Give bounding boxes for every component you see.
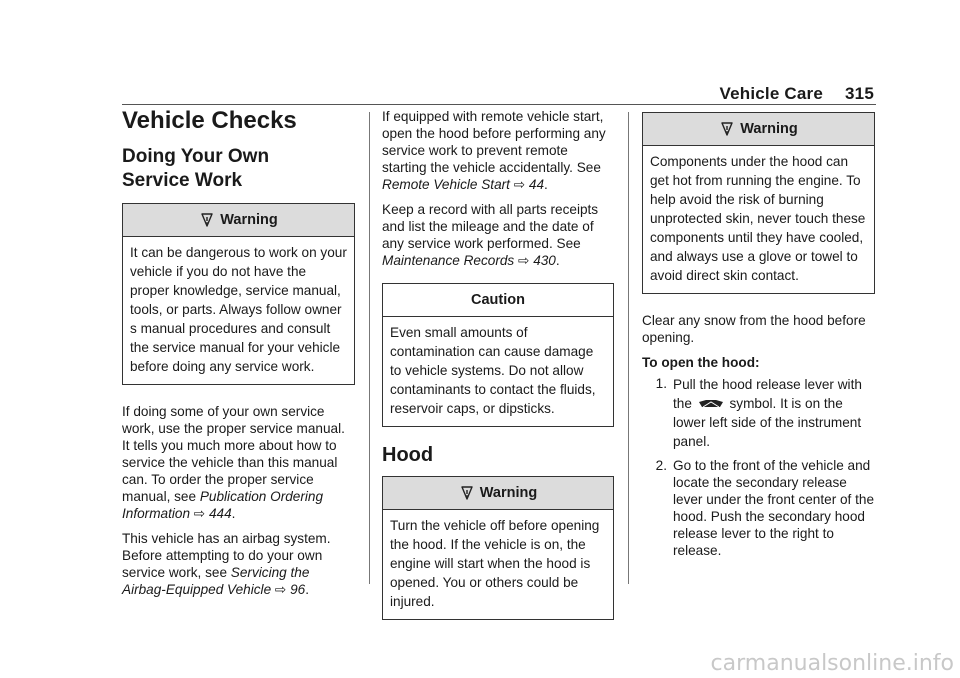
page-ref-arrow-icon: ⇨ <box>518 253 530 268</box>
caution-header <box>383 284 613 317</box>
paragraph-text: This vehicle has an airbag system. Before attempting to do your own service work, see <box>122 531 331 580</box>
warning-triangle-icon <box>719 121 735 137</box>
step-number: 1. <box>655 376 667 391</box>
paragraph: If doing some of your own service work, use the proper service manual. It tells you much more about how to service the vehicle than this manual can. To order the proper service manual, see Publication Ordering Information ⇨ 444. <box>122 404 345 521</box>
warning-box <box>642 112 875 294</box>
page-reference-link[interactable]: 444 <box>208 506 232 521</box>
page-title: Vehicle Checks <box>122 107 297 134</box>
list-item <box>642 375 875 451</box>
paragraph: If equipped with remote vehicle start, open the hood before performing any service work to prevent remote starting the vehicle accidentally. See Remote Vehicle Start ⇨ 44. <box>382 109 606 192</box>
section-heading-line-2: Service Work <box>122 170 243 191</box>
warning-header <box>643 113 874 146</box>
step-text <box>673 375 875 451</box>
paragraph-text: If doing some of your own service work, use the proper service manual. It tells you much more about how to service the vehicle than this manual can. To order the proper service manual, see <box>122 404 345 504</box>
column-2 <box>382 108 614 638</box>
warning-body: Turn the vehicle off before opening the hood. If the vehicle is on, the engine will start when the hood is opened. You or others could be injured. <box>390 518 600 609</box>
caution-body: Even small amounts of contamination can cause damage to vehicle systems. Do not allow contaminants to contact the fluids, reservoir caps, or dipsticks. <box>390 325 596 416</box>
warning-body: Components under the hood can get hot from running the engine. To help avoid the risk of burning unprotected skin, never touch these components until they have cooled, and always use a glove or towel to avoid direct skin contact. <box>650 154 866 283</box>
warning-title: Warning <box>740 120 798 137</box>
column-3 <box>642 108 875 565</box>
section-heading <box>122 145 355 193</box>
cross-reference-link[interactable]: Remote Vehicle Start <box>382 177 510 192</box>
step-text-part: Pull the hood release lever with the <box>673 377 862 411</box>
step-text: Go to the front of the vehicle and locate the secondary release lever under the front center of the hood. Push the secondary hood release lever to the right to release. <box>673 458 875 558</box>
hood-heading: Hood <box>382 444 434 466</box>
cross-reference-link[interactable]: Servicing the Airbag-Equipped Vehicle <box>122 565 310 597</box>
warning-triangle-icon <box>199 212 215 228</box>
warning-box <box>382 476 614 620</box>
step-text-part: symbol. It is on the lower left side of the instrument panel. <box>673 396 862 449</box>
caution-box <box>382 283 614 427</box>
paragraph: Clear any snow from the hood before opening. <box>642 313 866 345</box>
section-title: Vehicle Care <box>719 84 824 103</box>
paragraph: Keep a record with all parts receipts and list the mileage and the date of any service work performed. See Maintenance Records ⇨ 430. <box>382 202 599 268</box>
cross-reference-link[interactable]: Publication Ordering Information <box>122 489 324 521</box>
header-rule <box>122 104 876 105</box>
column-1 <box>122 108 355 606</box>
column-divider-1 <box>369 112 370 584</box>
warning-title: Warning <box>220 211 278 228</box>
watermark: carmanualsonline.info <box>710 651 954 676</box>
paragraph: This vehicle has an airbag system. Before attempting to do your own service work, see Servicing the Airbag-Equipped Vehicle ⇨ 96. <box>122 531 331 597</box>
page-reference-link[interactable]: 430 <box>533 253 556 268</box>
cross-reference-link[interactable]: Maintenance Records <box>382 253 515 268</box>
car-hood-icon <box>698 397 724 409</box>
warning-title: Warning <box>479 484 538 501</box>
page-reference-link[interactable]: 96 <box>290 582 306 597</box>
warning-header <box>123 204 354 237</box>
page-reference-link[interactable]: 44 <box>528 177 545 192</box>
running-header <box>720 84 875 104</box>
paragraph-text: Keep a record with all parts receipts and list the mileage and the date of any service work performed. See <box>382 202 599 251</box>
column-divider-2 <box>628 112 629 584</box>
warning-body: It can be dangerous to work on your vehicle if you do not have the proper knowledge, service manual, tools, or parts. Always follow owner s manual procedures and consult the service manual for your vehicle before doing any service work. <box>130 245 347 374</box>
warning-header <box>383 477 613 510</box>
warning-box <box>122 203 355 385</box>
list-item <box>642 457 875 559</box>
step-number: 2. <box>655 458 667 473</box>
page-ref-arrow-icon: ⇨ <box>193 506 206 521</box>
caution-title: Caution <box>471 291 525 308</box>
page-ref-arrow-icon: ⇨ <box>274 582 287 597</box>
steps-heading: To open the hood: <box>642 355 760 370</box>
page-ref-arrow-icon: ⇨ <box>513 177 526 192</box>
paragraph-text: If equipped with remote vehicle start, open the hood before performing any service work to prevent remote starting the vehicle accidentally. See <box>382 109 606 175</box>
warning-triangle-icon <box>459 485 475 501</box>
section-heading-line-1: Doing Your Own <box>122 146 270 167</box>
page-number: 315 <box>845 84 874 103</box>
